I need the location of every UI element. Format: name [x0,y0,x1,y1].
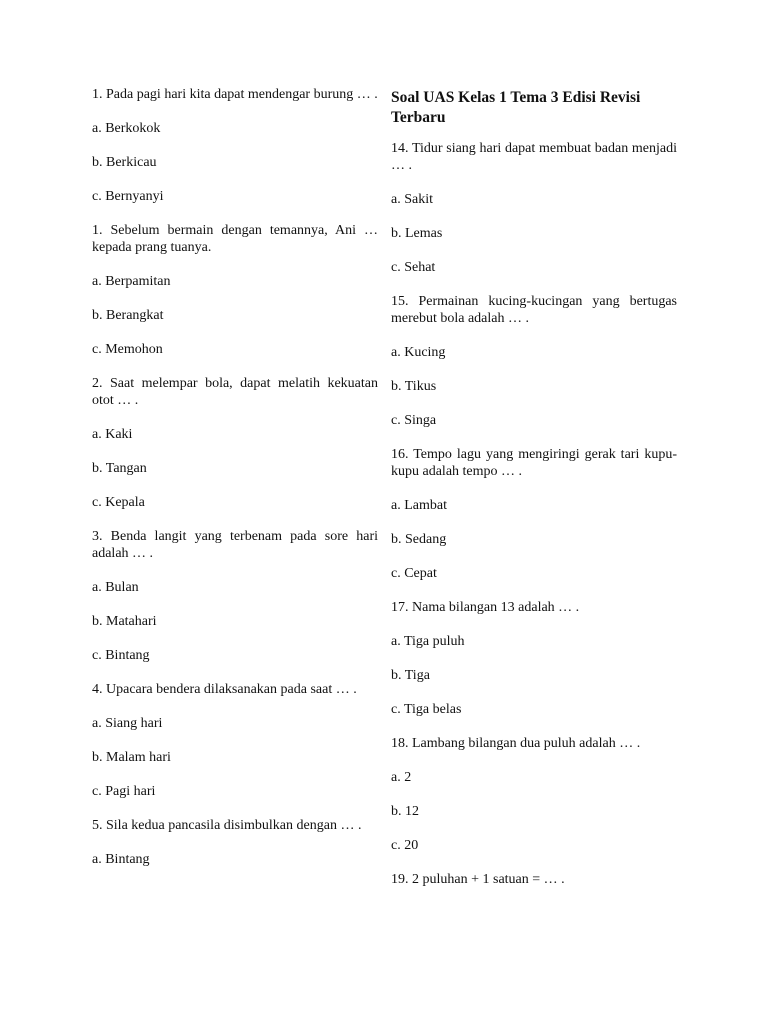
question-text: 18. Lambang bilangan dua puluh adalah … . [391,736,641,751]
answer-option: c. Memohon [92,342,163,357]
question-block [391,871,677,888]
answer-option: c. Cepat [391,566,437,581]
answer-option: b. Sedang [391,532,447,547]
answer-option: c. Pagi hari [92,784,156,799]
right-column [391,86,677,905]
answer-option: c. Bintang [92,648,150,663]
question-text: 14. Tidur siang hari dapat membuat badan menjadi … . [391,141,677,173]
question-block [92,817,378,868]
question-text: 1. Pada pagi hari kita dapat mendengar burung … . [92,87,378,102]
answer-option: c. Kepala [92,495,145,510]
question-block [92,222,378,358]
answer-option: c. Bernyanyi [92,189,164,204]
left-column [92,86,378,885]
question-text: 2. Saat melempar bola, dapat melatih kekuatan otot … . [92,376,378,408]
question-text: 3. Benda langit yang terbenam pada sore hari adalah … . [92,529,378,561]
answer-option: a. Kaki [92,427,133,442]
answer-option: a. Siang hari [92,716,163,731]
question-text: 17. Nama bilangan 13 adalah … . [391,600,580,615]
answer-option: a. Bintang [92,852,150,867]
answer-option: b. Malam hari [92,750,171,765]
answer-option: a. Bulan [92,580,139,595]
answer-option: b. Berangkat [92,308,164,323]
answer-option: b. Matahari [92,614,157,629]
answer-option: a. Berpamitan [92,274,171,289]
answer-option: b. 12 [391,804,419,819]
question-text: 1. Sebelum bermain dengan temannya, Ani … kepada prang tuanya. [92,223,378,255]
question-block [92,528,378,664]
question-block [391,735,677,854]
answer-option: b. Berkicau [92,155,157,170]
answer-option: a. Kucing [391,345,446,360]
question-block [92,375,378,511]
answer-option: a. Lambat [391,498,447,513]
question-text: 19. 2 puluhan + 1 satuan = … . [391,872,565,887]
question-text: 5. Sila kedua pancasila disimbulkan dengan … . [92,818,362,833]
question-block [92,86,378,205]
answer-option: c. Tiga belas [391,702,462,717]
question-block [391,599,677,718]
answer-option: a. Tiga puluh [391,634,465,649]
answer-option: b. Tikus [391,379,437,394]
answer-option: b. Lemas [391,226,443,241]
question-block [391,140,677,276]
question-block [391,446,677,582]
answer-option: c. Sehat [391,260,436,275]
question-block [391,293,677,429]
answer-option: a. Sakit [391,192,433,207]
document-title: Soal UAS Kelas 1 Tema 3 Edisi Revisi Terbaru [391,89,641,126]
answer-option: b. Tiga [391,668,430,683]
question-text: 16. Tempo lagu yang mengiringi gerak tari kupu-kupu adalah tempo … . [391,447,677,479]
answer-option: c. 20 [391,838,419,853]
answer-option: a. Berkokok [92,121,161,136]
answer-option: c. Singa [391,413,437,428]
answer-option: a. 2 [391,770,412,785]
question-block [92,681,378,800]
answer-option: b. Tangan [92,461,147,476]
question-text: 4. Upacara bendera dilaksanakan pada saat … . [92,682,357,697]
question-text: 15. Permainan kucing-kucingan yang bertugas merebut bola adalah … . [391,294,677,326]
